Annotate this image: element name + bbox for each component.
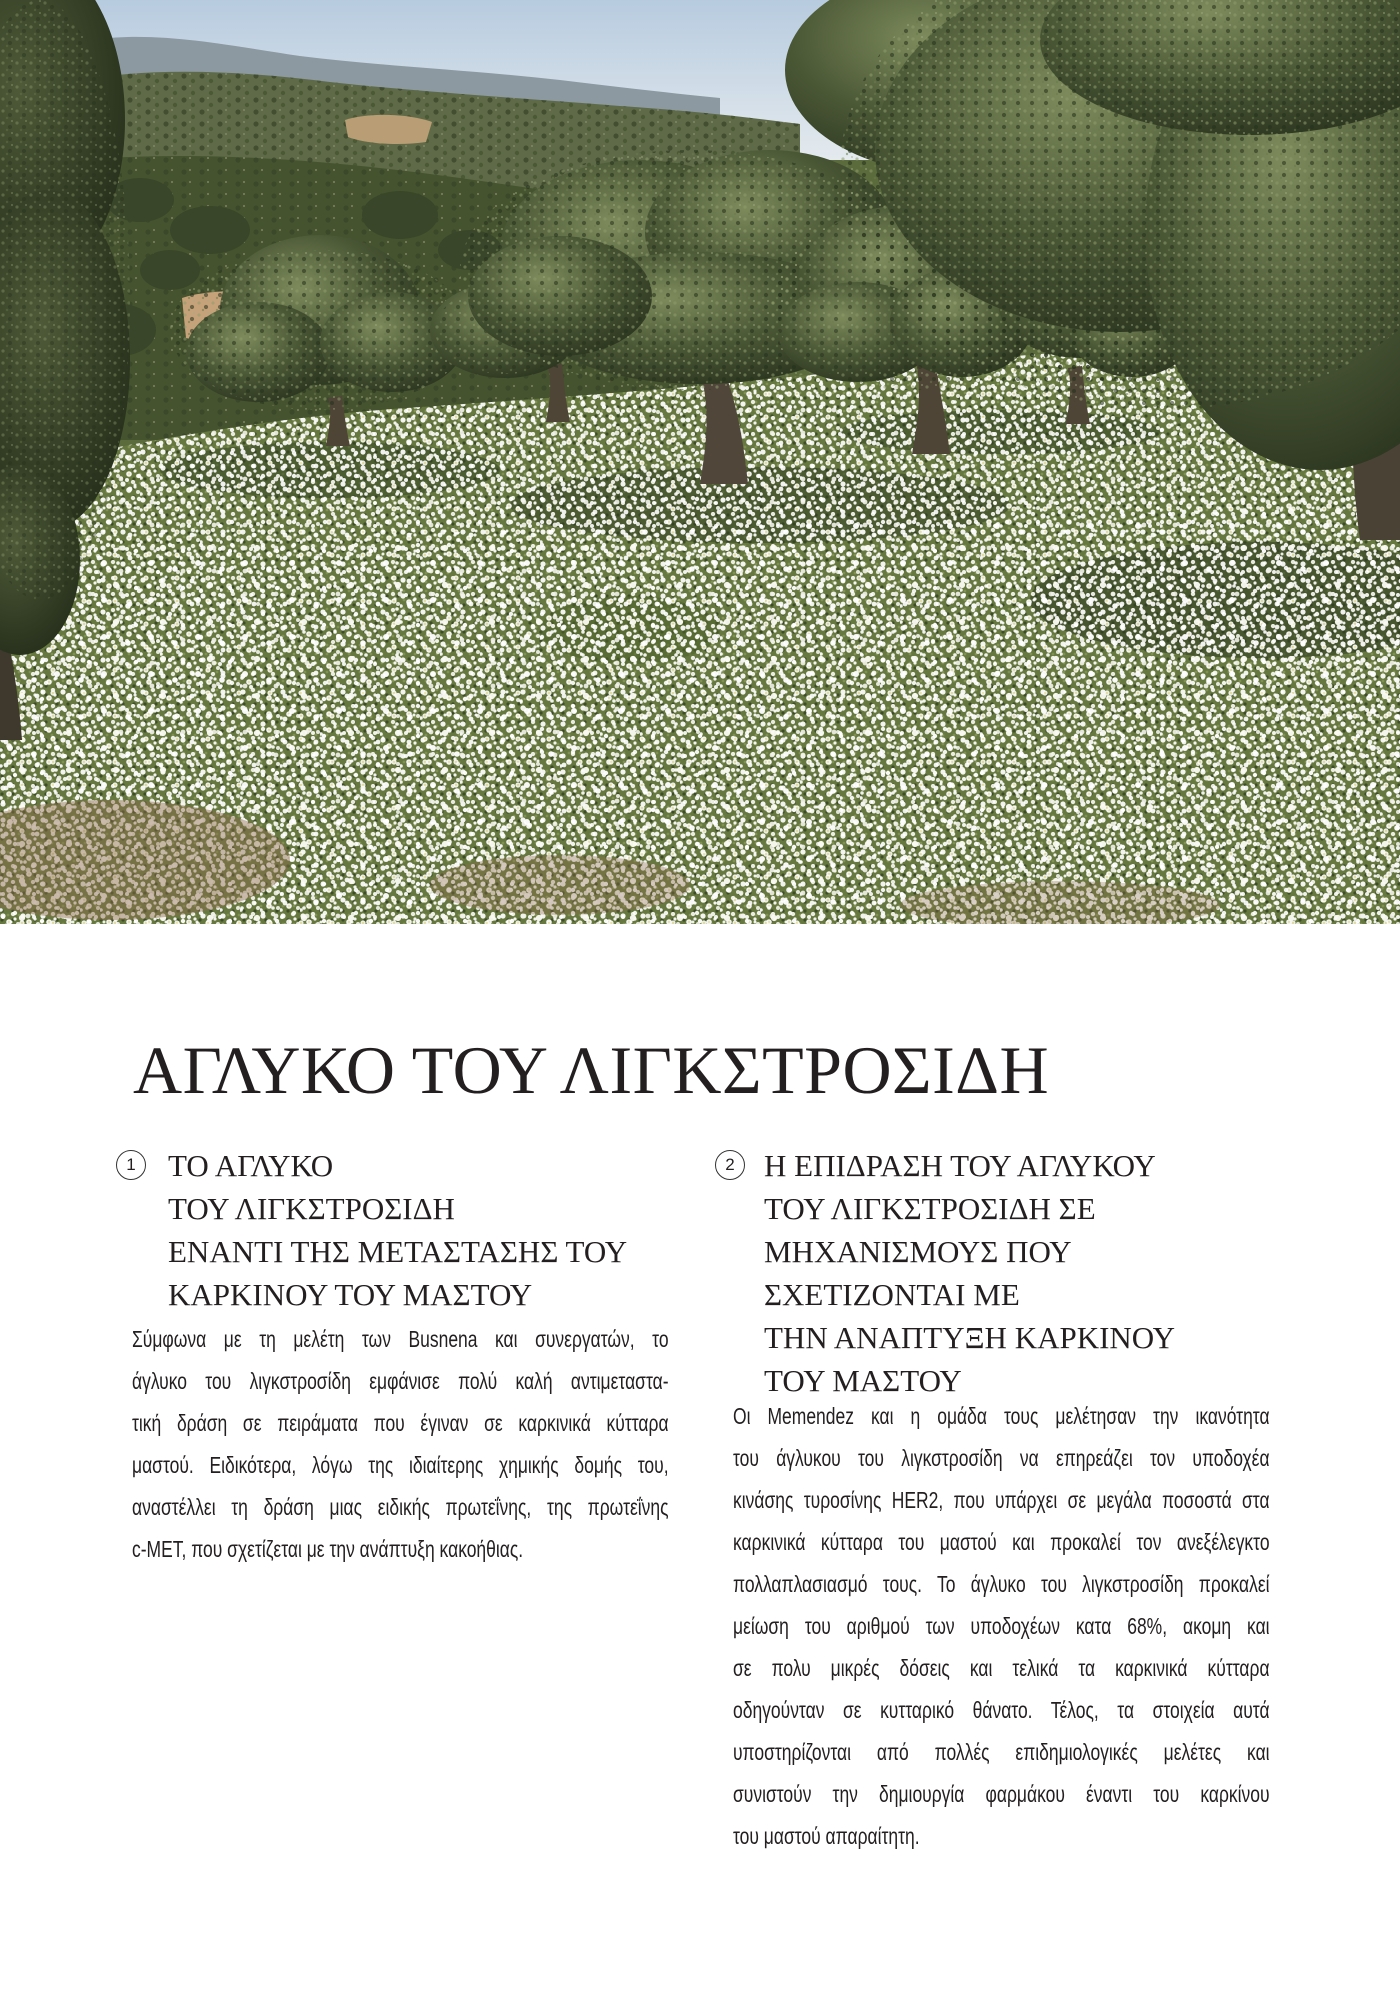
body-line: μείωση του αριθμού των υποδοχέων κατα 68%, ακομη και	[733, 1613, 1270, 1639]
body-line: τική δράση σε πειράματα που έγιναν σε καρκινικά κύτταρα	[132, 1410, 669, 1436]
body-line: μαστού. Ειδικότερα, λόγω της ιδιαίτερης χημικής δομής του,	[132, 1452, 669, 1478]
body-line: πολλαπλασιασμό τους. Το άγλυκο του λιγκστροσίδη προκαλεί	[733, 1571, 1270, 1597]
body-line: κινάσης τυροσίνης HER2, που υπάρχει σε μεγάλα ποσοστά στα	[733, 1487, 1270, 1513]
body-line: του μαστού απαραίτητη.	[733, 1823, 920, 1849]
section-heading	[764, 1144, 1175, 1402]
section-heading-line: ΤΟ ΑΓΛΥΚΟ	[168, 1148, 334, 1183]
body-line: συνιστούν την δημιουργία φαρμάκου έναντι του καρκίνου	[733, 1781, 1270, 1807]
body-line: αναστέλλει τη δράση μιας ειδικής πρωτεΐνης, της πρωτεΐνης	[132, 1494, 669, 1520]
section-number-badge: 2	[715, 1150, 745, 1180]
section-heading-line: ΜΗΧΑΝΙΣΜΟΥΣ ΠΟΥ	[764, 1234, 1072, 1269]
section-body	[733, 1395, 1270, 1861]
bare-earth-patch	[345, 115, 432, 144]
body-line: άγλυκο του λιγκστροσίδη εμφάνισε πολύ καλή αντιμεταστα-	[132, 1368, 669, 1394]
section-heading-line: Η ΕΠΙΔΡΑΣΗ ΤΟΥ ΑΓΛΥΚΟΥ	[764, 1148, 1156, 1183]
body-line: σε πολυ μικρές δόσεις και τελικά τα καρκινικά κύτταρα	[733, 1655, 1270, 1681]
page-title: ΑΓΛΥΚΟ ΤΟΥ ΛΙΓΚΣΤΡΟΣΙΔΗ	[133, 1032, 1050, 1108]
body-line: Οι Memendez και η ομάδα τους μελέτησαν την ικανότητα	[733, 1403, 1270, 1429]
body-line: υποστηρίζονται από πολλές επιδημιολογικές μελέτες και	[733, 1739, 1270, 1765]
section-heading-line: ΚΑΡΚΙΝΟΥ ΤΟΥ ΜΑΣΤΟΥ	[168, 1277, 533, 1312]
body-line: καρκινικά κύτταρα του μαστού και προκαλεί τον ανεξέλεγκτο	[733, 1529, 1270, 1555]
section-heading-line: ΕΝΑΝΤΙ ΤΗΣ ΜΕΤΑΣΤΑΣΗΣ ΤΟΥ	[168, 1234, 628, 1269]
body-line: του άγλυκου του λιγκστροσίδη να επηρεάζει τον υποδοχέα	[733, 1445, 1270, 1471]
section-heading-line: ΤΟΥ ΜΑΣΤΟΥ	[764, 1363, 962, 1398]
section-body	[132, 1318, 669, 1572]
section-heading-line: ΤΗΝ ΑΝΑΠΤΥΞΗ ΚΑΡΚΙΝΟΥ	[764, 1320, 1176, 1355]
body-line: Σύμφωνα με τη μελέτη των Busnena και συνεργατών, το	[132, 1326, 669, 1352]
body-line: οδηγούνταν σε κυτταρικό θάνατο. Τέλος, τα στοιχεία αυτά	[733, 1697, 1270, 1723]
section-heading-line: ΤΟΥ ΛΙΓΚΣΤΡΟΣΙΔΗ ΣΕ	[764, 1191, 1096, 1226]
section-heading-line: ΤΟΥ ΛΙΓΚΣΤΡΟΣΙΔΗ	[168, 1191, 455, 1226]
olive-grove-photo	[0, 0, 1400, 924]
section-heading-line: ΣΧΕΤΙΖΟΝΤΑΙ ΜΕ	[764, 1277, 1020, 1312]
body-line: c-MET, που σχετίζεται με την ανάπτυξη κακοήθιας.	[132, 1536, 524, 1562]
section-number-badge: 1	[116, 1150, 146, 1180]
section-heading	[168, 1144, 627, 1316]
